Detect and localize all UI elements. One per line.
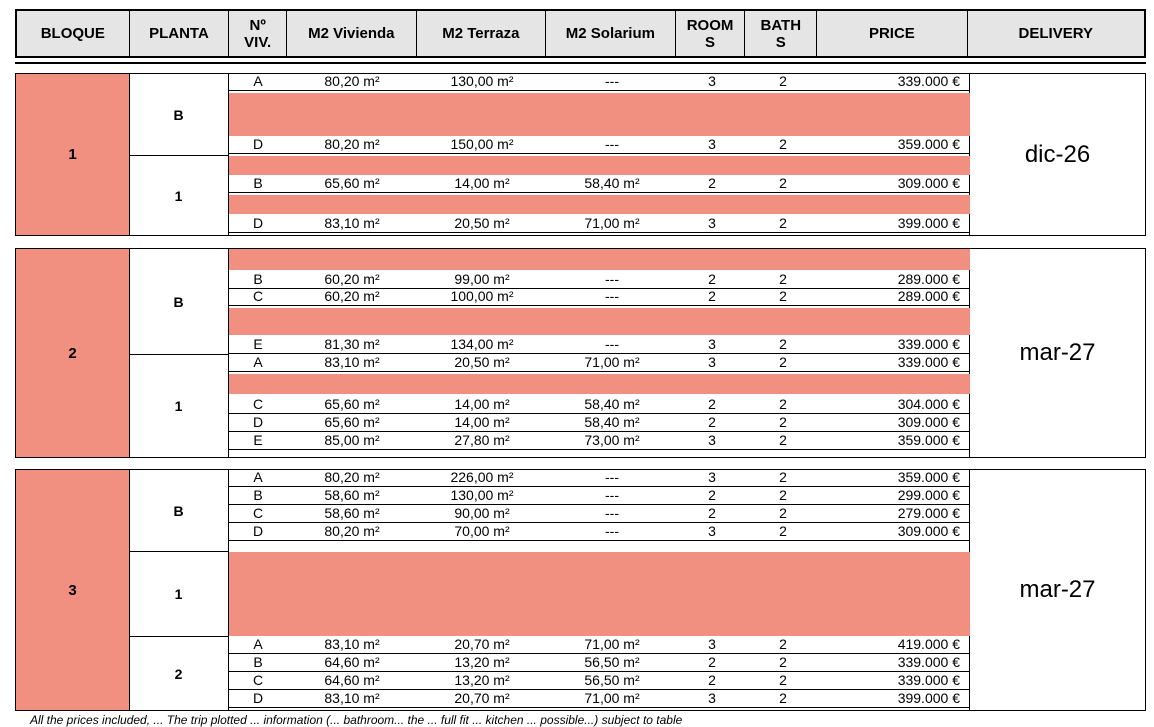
header-baths-line1: BATH [760,16,802,34]
table-row [229,433,970,450]
cell-baths: 2 [779,271,787,287]
cell-baths: 2 [779,175,787,191]
planta-cell: B [129,470,229,551]
block-section-3 [15,469,1146,711]
header-baths [745,11,817,56]
header-bloque: BLOQUE [17,11,130,56]
cell-viv: D [252,523,264,539]
cell-m2-vivienda: 80,20 m² [324,523,380,539]
cell-m2-vivienda: 58,60 m² [324,487,380,503]
header-divider [15,62,1146,64]
cell-price: 419.000 € [897,636,960,652]
header-rooms [676,11,746,56]
cell-m2-solarium: 73,00 m² [584,432,640,448]
cell-rooms: 2 [708,654,716,670]
sold-out-fill [229,93,970,136]
cell-m2-terraza: 14,00 m² [454,175,510,191]
planta-cell: 1 [129,551,229,636]
cell-rooms: 3 [708,73,716,89]
cell-rooms: 2 [708,396,716,412]
cell-price: 339.000 € [897,654,960,670]
header-delivery: DELIVERY [1018,25,1094,42]
cell-m2-terraza: 20,70 m² [454,690,510,706]
cell-price: 399.000 € [897,215,960,231]
cell-price: 309.000 € [897,414,960,430]
table-row [229,397,970,414]
cell-viv: D [252,414,264,430]
cell-baths: 2 [779,523,787,539]
cell-m2-solarium: --- [605,73,619,89]
cell-price: 359.000 € [897,136,960,152]
cell-m2-solarium: 71,00 m² [584,354,640,370]
cell-m2-terraza: 90,00 m² [454,505,510,521]
cell-rooms: 3 [708,523,716,539]
header-planta: PLANTA [130,11,230,56]
cell-m2-vivienda: 80,20 m² [324,73,380,89]
header-m2-terraza: M2 Terraza [417,11,547,56]
delivery-cell: mar-27 [969,249,1145,457]
cell-baths: 2 [779,354,787,370]
cell-m2-terraza: 226,00 m² [450,469,514,485]
cell-m2-solarium: 71,00 m² [584,215,640,231]
cell-baths: 2 [779,505,787,521]
cell-m2-terraza: 27,80 m² [454,432,510,448]
cell-viv: D [252,136,264,152]
cell-rooms: 2 [708,414,716,430]
header-m2-solarium: M2 Solarium [546,11,676,56]
sold-out-fill [229,552,970,636]
cell-rooms: 2 [708,271,716,287]
header-m2-vivienda: M2 Vivienda [287,11,417,56]
table-row [229,488,970,505]
table-row [229,524,970,541]
cell-rooms: 3 [708,336,716,352]
cell-m2-terraza: 134,00 m² [450,336,514,352]
cell-m2-vivienda: 83,10 m² [324,690,380,706]
cell-viv: C [252,505,264,521]
cell-baths: 2 [779,414,787,430]
cell-price: 279.000 € [897,505,960,521]
cell-rooms: 3 [708,690,716,706]
cell-m2-terraza: 130,00 m² [450,73,514,89]
cell-baths: 2 [779,73,787,89]
table-row [229,137,970,154]
planta-cell: B [129,74,229,155]
cell-m2-terraza: 14,00 m² [454,414,510,430]
table-row [229,415,970,432]
cell-m2-solarium: 71,00 m² [584,636,640,652]
table-row [229,355,970,372]
cell-price: 299.000 € [897,487,960,503]
table-row [229,637,970,654]
cell-m2-terraza: 13,20 m² [454,672,510,688]
cell-m2-vivienda: 65,60 m² [324,414,380,430]
cell-m2-terraza: 70,00 m² [454,523,510,539]
header-nviv-line2: VIV. [244,33,272,51]
cell-viv: A [253,469,263,485]
delivery-cell: dic-26 [969,74,1145,235]
cell-baths: 2 [779,690,787,706]
cell-rooms: 2 [708,175,716,191]
cell-m2-solarium: --- [605,336,619,352]
header-nviv-line1: Nº [249,16,266,34]
cell-baths: 2 [779,432,787,448]
cell-m2-vivienda: 60,20 m² [324,271,380,287]
header-baths-line2: S [775,33,786,51]
cell-price: 359.000 € [897,469,960,485]
table-row [229,506,970,523]
table-row [229,470,970,487]
cell-viv: B [253,175,263,191]
planta-cell: 1 [129,354,229,457]
cell-price: 289.000 € [897,271,960,287]
cell-rooms: 2 [708,505,716,521]
delivery-cell: mar-27 [969,470,1145,710]
table-row [229,216,970,233]
sold-out-fill [229,156,970,175]
cell-price: 359.000 € [897,432,960,448]
cell-m2-terraza: 14,00 m² [454,396,510,412]
cell-price: 339.000 € [897,354,960,370]
table-row [229,673,970,690]
table-row [229,337,970,354]
cell-rooms: 2 [708,672,716,688]
cell-viv: E [253,336,263,352]
cell-baths: 2 [779,136,787,152]
cell-m2-terraza: 20,50 m² [454,354,510,370]
cell-viv: B [253,271,263,287]
cell-m2-solarium: 58,40 m² [584,175,640,191]
cell-baths: 2 [779,396,787,412]
table-row [229,655,970,672]
cell-rooms: 3 [708,636,716,652]
cell-m2-terraza: 99,00 m² [454,271,510,287]
cell-viv: B [253,654,263,670]
cell-m2-solarium: 58,40 m² [584,414,640,430]
cell-baths: 2 [779,469,787,485]
cell-m2-terraza: 20,50 m² [454,215,510,231]
cell-viv: C [252,672,264,688]
cell-m2-vivienda: 64,60 m² [324,672,380,688]
cell-viv: A [253,636,263,652]
cell-m2-solarium: --- [605,136,619,152]
cell-m2-solarium: --- [605,487,619,503]
cell-rooms: 3 [708,432,716,448]
sold-out-fill [229,374,970,394]
cell-m2-vivienda: 83,10 m² [324,215,380,231]
cell-price: 339.000 € [897,73,960,89]
header-nviv [229,11,287,56]
cell-rooms: 2 [708,288,716,304]
cell-viv: B [253,487,263,503]
bloque-cell: 3 [16,470,130,710]
header-rooms-line2: S [705,33,716,51]
footnote: All the prices included, ... The trip plotted ... information (... bathroom... the ... full fit ... kitchen ... possible...) subject to table [30,713,683,727]
cell-rooms: 3 [708,469,716,485]
table-row [229,691,970,708]
sold-out-fill [229,249,970,270]
cell-viv: A [253,354,263,370]
cell-baths: 2 [779,654,787,670]
cell-m2-vivienda: 60,20 m² [324,288,380,304]
cell-m2-solarium: --- [605,523,619,539]
cell-viv: A [253,73,263,89]
bloque-cell: 1 [16,74,130,235]
planta-cell: B [129,249,229,354]
planta-cell: 2 [129,636,229,710]
header-price: PRICE [817,11,967,56]
cell-m2-vivienda: 85,00 m² [324,432,380,448]
cell-m2-solarium: 71,00 m² [584,690,640,706]
cell-m2-terraza: 20,70 m² [454,636,510,652]
cell-price: 339.000 € [897,672,960,688]
cell-m2-vivienda: 83,10 m² [324,636,380,652]
cell-price: 289.000 € [897,288,960,304]
cell-price: 309.000 € [897,523,960,539]
table-row [229,176,970,193]
cell-m2-terraza: 130,00 m² [450,487,514,503]
cell-rooms: 3 [708,354,716,370]
cell-baths: 2 [779,215,787,231]
cell-baths: 2 [779,636,787,652]
cell-m2-solarium: 56,50 m² [584,672,640,688]
cell-m2-vivienda: 83,10 m² [324,354,380,370]
table-row [229,289,970,306]
cell-m2-vivienda: 80,20 m² [324,469,380,485]
cell-viv: D [252,690,264,706]
cell-m2-vivienda: 64,60 m² [324,654,380,670]
cell-m2-vivienda: 65,60 m² [324,175,380,191]
cell-m2-terraza: 13,20 m² [454,654,510,670]
planta-cell: 1 [129,155,229,235]
cell-price: 399.000 € [897,690,960,706]
cell-price: 309.000 € [897,175,960,191]
cell-m2-vivienda: 65,60 m² [324,396,380,412]
cell-price: 339.000 € [897,336,960,352]
cell-viv: D [252,215,264,231]
table-row [229,74,970,91]
bloque-cell: 2 [16,249,130,457]
cell-m2-solarium: 56,50 m² [584,654,640,670]
cell-baths: 2 [779,487,787,503]
cell-m2-vivienda: 81,30 m² [324,336,380,352]
cell-viv: E [253,432,263,448]
sold-out-fill [229,195,970,214]
table-row [229,272,970,289]
block-section-1 [15,73,1146,236]
cell-m2-terraza: 100,00 m² [450,288,514,304]
cell-m2-solarium: --- [605,505,619,521]
cell-m2-solarium: --- [605,288,619,304]
cell-rooms: 2 [708,487,716,503]
cell-rooms: 3 [708,215,716,231]
cell-m2-vivienda: 80,20 m² [324,136,380,152]
cell-m2-terraza: 150,00 m² [450,136,514,152]
cell-price: 304.000 € [897,396,960,412]
cell-baths: 2 [779,336,787,352]
block-section-2 [15,248,1146,458]
cell-viv: C [252,288,264,304]
cell-m2-solarium: --- [605,271,619,287]
cell-m2-solarium: --- [605,469,619,485]
cell-viv: C [252,396,264,412]
cell-baths: 2 [779,672,787,688]
cell-m2-vivienda: 58,60 m² [324,505,380,521]
sold-out-fill [229,308,970,335]
cell-m2-solarium: 58,40 m² [584,396,640,412]
header-rooms-line1: ROOM [686,16,734,34]
cell-rooms: 3 [708,136,716,152]
cell-baths: 2 [779,288,787,304]
table-header [15,9,1146,58]
